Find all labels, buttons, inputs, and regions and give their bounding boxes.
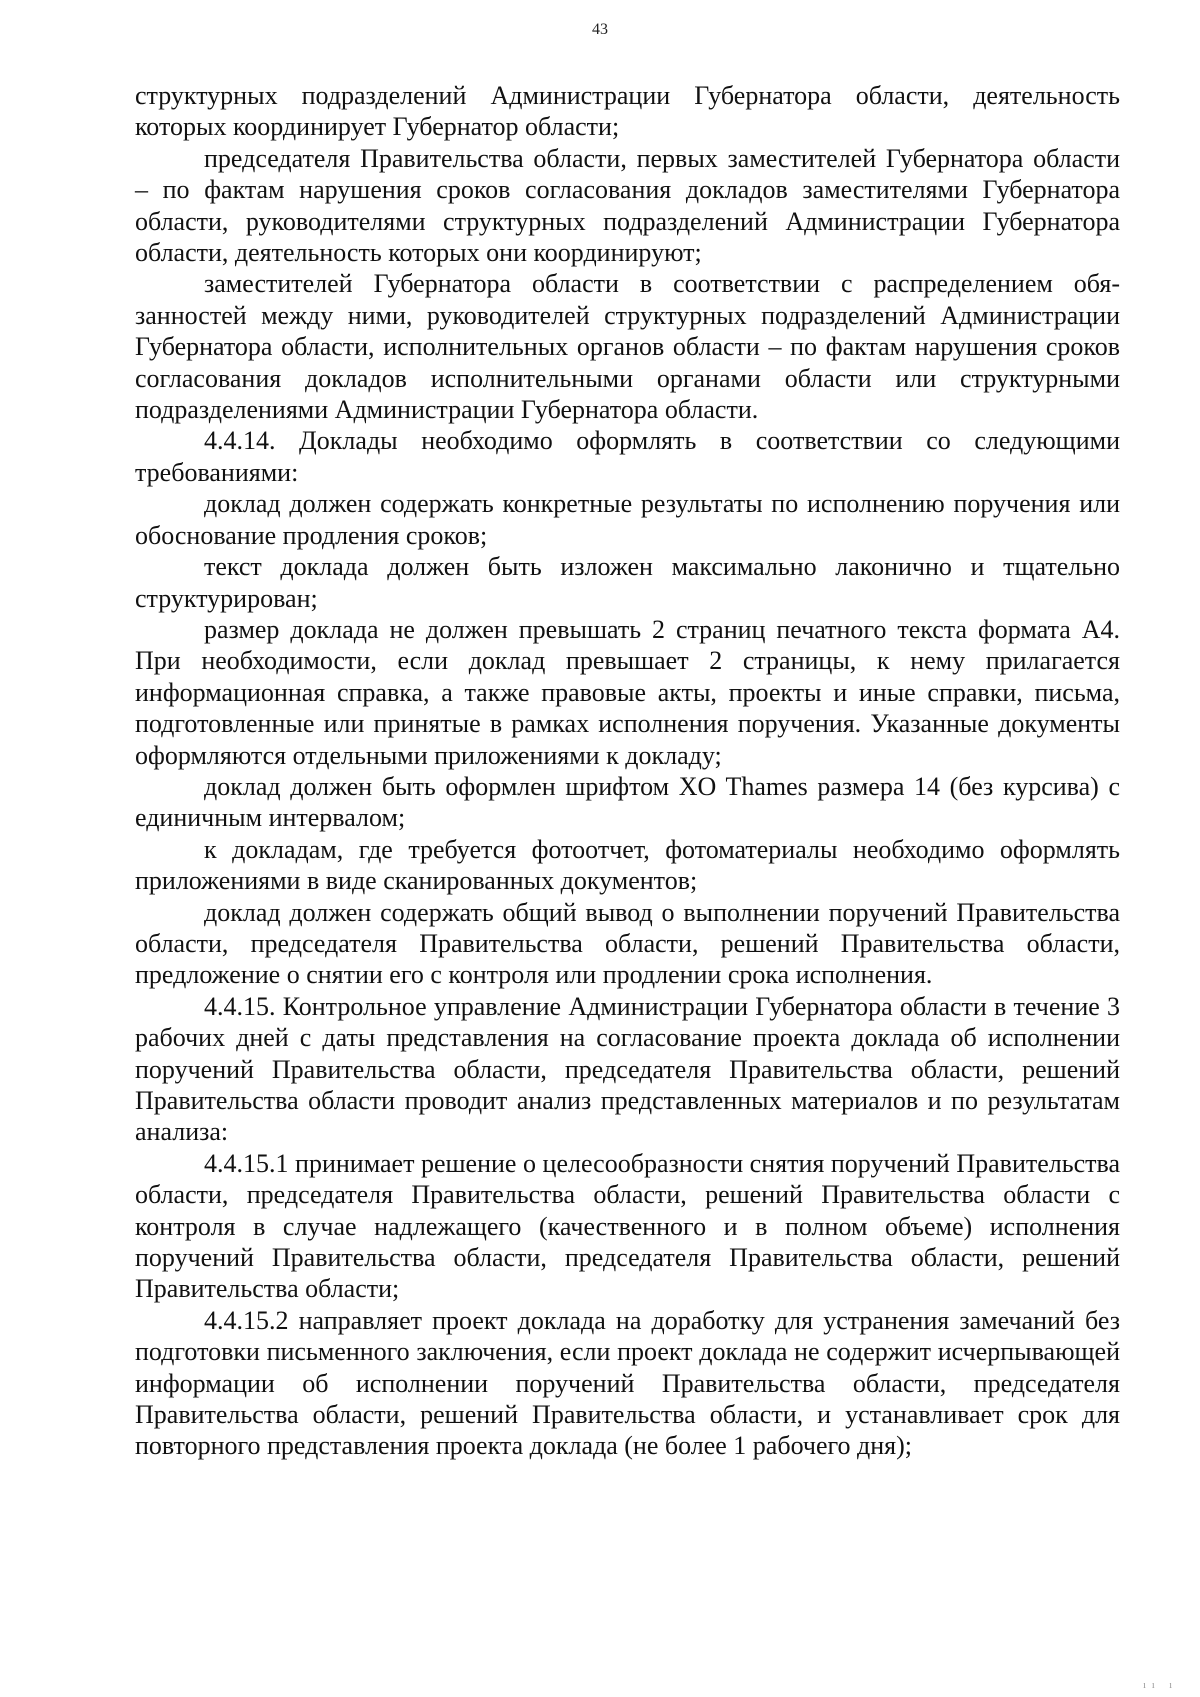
scan-mark: ıı ı: [1143, 1680, 1178, 1691]
paragraph: размер доклада не должен превышать 2 страниц печатного текста формата А4. При необходимости, если доклад превышает 2 страницы, к нему прилагается информационная справка, а также правовые акты, проекты и иные справки, письма, подготовленные или принятые в рамках исполнения поручения. Указанные документы оформляются отдельными приложениями к докладу;: [135, 614, 1120, 770]
paragraph: доклад должен быть оформлен шрифтом XO Thames размера 14 (без курсива) с единичным интервалом;: [135, 771, 1120, 833]
page-number: 43: [592, 21, 608, 38]
paragraph: текст доклада должен быть изложен максимально лаконично и тщательно структурирован;: [135, 552, 1120, 613]
paragraph: 4.4.15.1 принимает решение о целесообразности снятия поручений Правительства области, председателя Правительства области, решений Правительства области с контроля в случае надлежащего (качественного и в полном объеме) исполнения поручений Правительства области, председателя Правительства области, решений Правительства области;: [135, 1148, 1120, 1304]
paragraph: 4.4.15.2 направляет проект доклада на доработку для устранения замечаний без подготовки письменного заключения, если проект доклада не содержит исчерпывающей информации об исполнении поручений Правительства области, председателя Правительства области, решений Правительства области, и устанавливает срок для повторного представления проекта доклада (не более 1 рабочего дня);: [135, 1305, 1120, 1461]
paragraph: доклад должен содержать конкретные результаты по исполнению поручения или обоснование продления сроков;: [135, 489, 1120, 550]
paragraph: структурных подразделений Администрации Губернатора области, деятельность которых координирует Губернатор области;: [135, 81, 1120, 142]
document-body: [135, 80, 1120, 1462]
paragraph: заместителей Губернатора области в соответствии с распределением обязанностей между ними, руководителей структурных подразделений Администрации Губернатора области, исполнительных органов области – по фактам нарушения сроков согласования докладов исполнительными органами области или структурными подразделениями Администрации Губернатора области.: [135, 269, 1120, 425]
paragraph: к докладам, где требуется фотоотчет, фотоматериалы необходимо оформлять приложениями в виде сканированных документов;: [135, 834, 1120, 896]
paragraph: председателя Правительства области, первых заместителей Губернатора области – по фактам нарушения сроков согласования докладов заместителями Губернатора области, руководителями структурных подразделений Администрации Губернатора области, деятельность которых они координируют;: [135, 143, 1120, 268]
paragraph: 4.4.14. Доклады необходимо оформлять в соответствии со следующими требованиями:: [135, 426, 1120, 487]
paragraph: 4.4.15. Контрольное управление Администрации Губернатора области в течение 3 рабочих дней с даты представления на согласование проекта доклада об исполнении поручений Правительства области, председателя Правительства области, решений Правительства области проводит анализ представленных материалов и по результатам анализа:: [135, 991, 1120, 1147]
paragraph: доклад должен содержать общий вывод о выполнении поручений Правительства области, председателя Правительства области, решений Правительства области, предложение о снятии его с контроля или продлении срока исполнения.: [135, 897, 1120, 990]
